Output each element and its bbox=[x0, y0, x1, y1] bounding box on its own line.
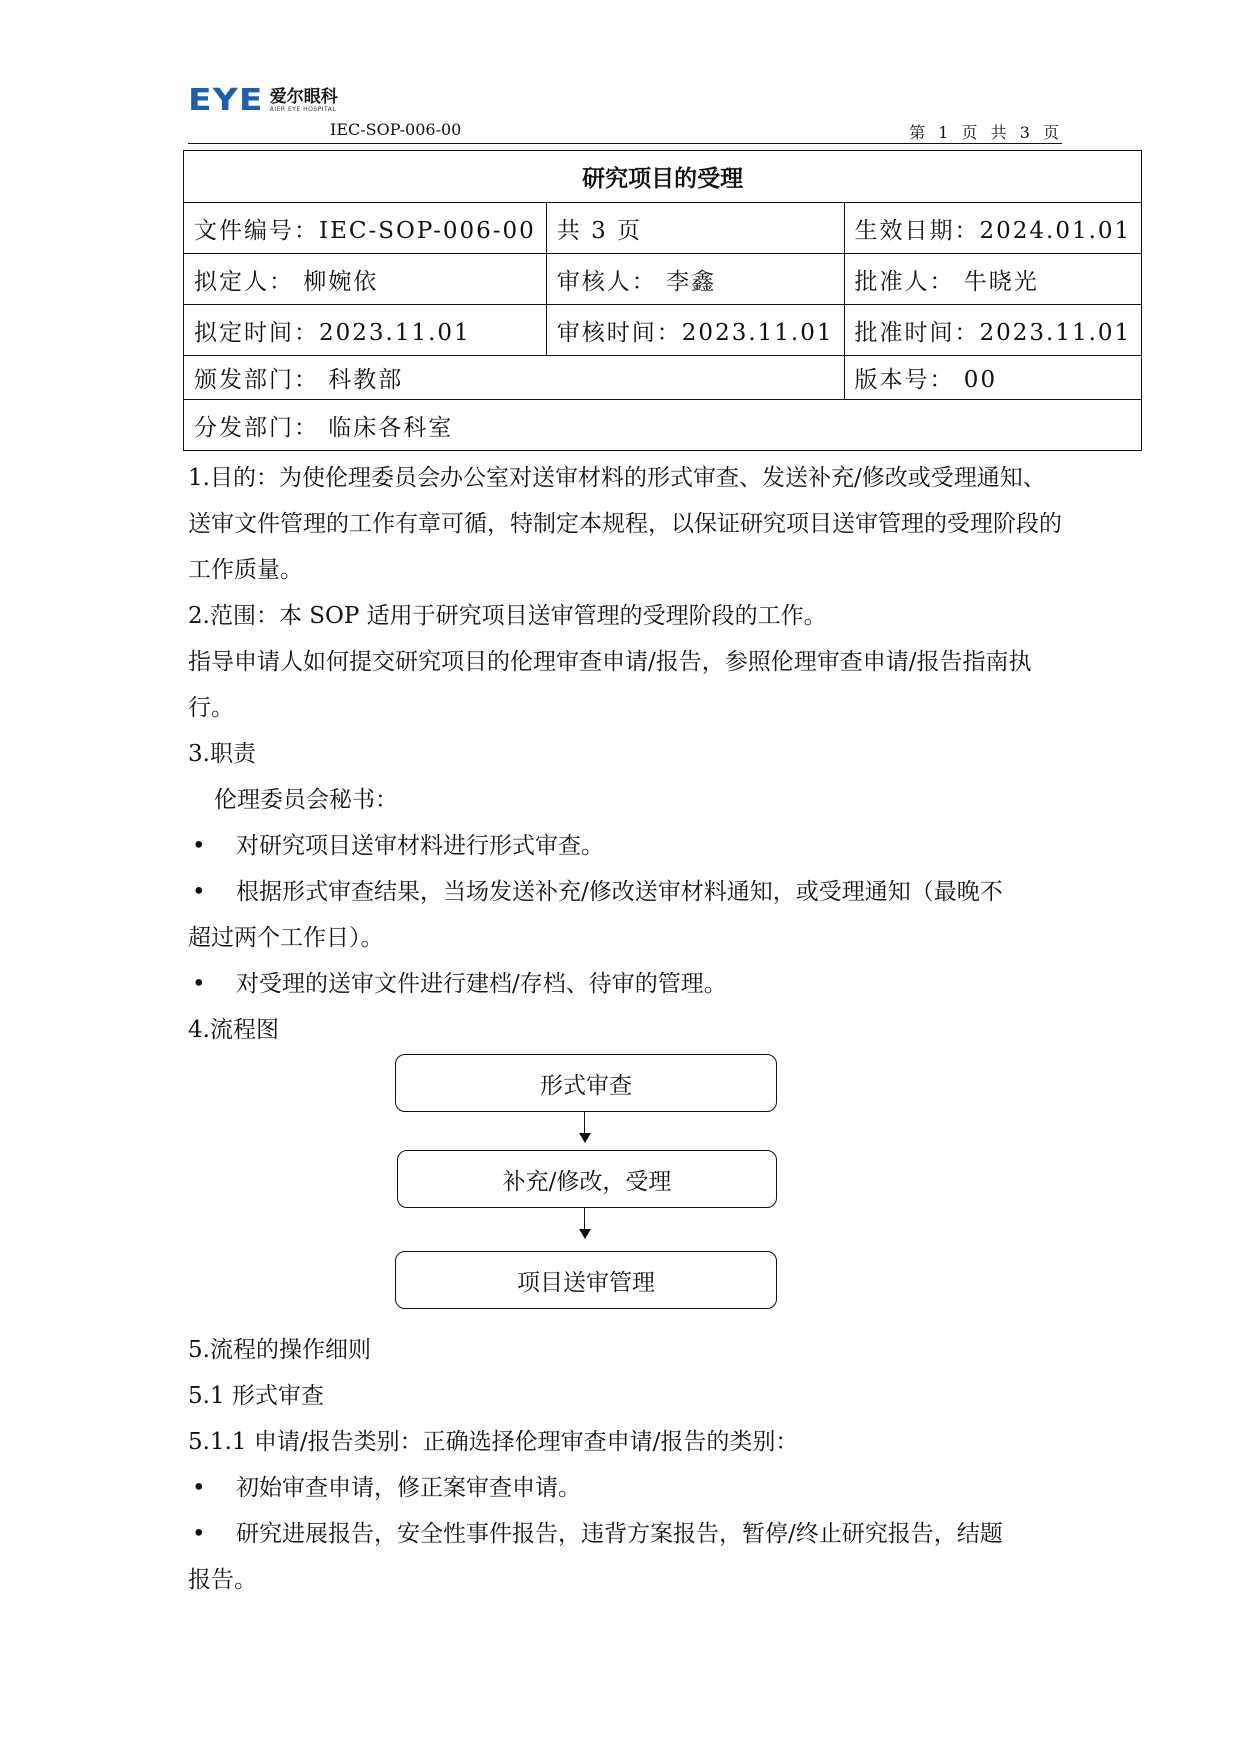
flow-step-project-management: 项目送审管理 bbox=[395, 1251, 777, 1309]
version-cell: 版本号： 00 bbox=[844, 356, 1142, 400]
flow-arrow-head bbox=[579, 1133, 591, 1143]
logo-english-name: AIER EYE HOSPITAL bbox=[269, 106, 337, 113]
bullet-marker: • bbox=[192, 833, 206, 859]
list-item-text: 研究进展报告，安全性事件报告，违背方案报告，暂停/终止研究报告，结题 bbox=[236, 1521, 1003, 1547]
review-time-cell: 审核时间：2023.11.01 bbox=[546, 305, 844, 356]
hospital-logo bbox=[188, 83, 338, 118]
list-item-text: 初始审查申请，修正案审查申请。 bbox=[236, 1475, 581, 1501]
distribution-department-cell: 分发部门： 临床各科室 bbox=[184, 400, 1142, 451]
list-item bbox=[188, 961, 1062, 1007]
file-number-cell: 文件编号：IEC-SOP-006-00 bbox=[184, 203, 547, 254]
logo-chinese-name: 爱尔眼科 bbox=[269, 87, 338, 107]
flow-arrow-line bbox=[584, 1207, 585, 1229]
approver-cell: 批准人： 牛晓光 bbox=[844, 254, 1142, 305]
bullet-marker: • bbox=[192, 879, 206, 905]
document-body bbox=[188, 455, 1062, 1053]
formal-review-heading: 5.1 形式审查 bbox=[188, 1383, 324, 1409]
application-category-paragraph: 5.1.1 申请/报告类别：正确选择伦理审查申请/报告的类别： bbox=[188, 1429, 799, 1455]
header-page-info: 第 1 页 共 3 页 bbox=[909, 123, 1063, 142]
logo-mark: EYE bbox=[188, 83, 264, 118]
document-info-table bbox=[183, 150, 1142, 451]
bullet-marker: • bbox=[192, 1521, 206, 1547]
purpose-paragraph: 1.目的：为使伦理委员会办公室对送审材料的形式审查、发送补充/修改或受理通知、送审文件管理的工作有章可循，特制定本规程，以保证研究项目送审管理的受理阶段的工作质量。 bbox=[188, 465, 1062, 583]
flow-step-formal-review: 形式审查 bbox=[395, 1054, 777, 1112]
list-item bbox=[188, 1465, 1062, 1511]
flow-arrow-line bbox=[584, 1111, 585, 1133]
flow-step-supplement-accept: 补充/修改，受理 bbox=[397, 1150, 777, 1208]
list-item-continuation: 报告。 bbox=[188, 1567, 257, 1593]
bullet-marker: • bbox=[192, 1475, 206, 1501]
list-item-continuation: 超过两个工作日）。 bbox=[188, 925, 384, 951]
bullet-marker: • bbox=[192, 971, 206, 997]
effective-date-cell: 生效日期：2024.01.01 bbox=[844, 203, 1142, 254]
header-divider bbox=[188, 143, 1062, 144]
list-item-text: 对研究项目送审材料进行形式审查。 bbox=[236, 833, 604, 859]
page-count-cell: 共 3 页 bbox=[546, 203, 844, 254]
issuing-department-cell: 颁发部门： 科教部 bbox=[184, 356, 845, 400]
reviewer-cell: 审核人： 李鑫 bbox=[546, 254, 844, 305]
procedure-heading: 5.流程的操作细则 bbox=[188, 1337, 371, 1363]
logo-text bbox=[270, 88, 338, 114]
guidance-paragraph: 指导申请人如何提交研究项目的伦理审查申请/报告，参照伦理审查申请/报告指南执行。 bbox=[188, 649, 1032, 721]
list-item-text: 根据形式审查结果，当场发送补充/修改送审材料通知，或受理通知（最晚不 bbox=[236, 879, 1003, 905]
role-label: 伦理委员会秘书： bbox=[214, 787, 398, 813]
scope-paragraph: 2.范围：本 SOP 适用于研究项目送审管理的受理阶段的工作。 bbox=[188, 603, 827, 629]
list-item bbox=[188, 823, 1062, 869]
flow-arrow-head bbox=[579, 1229, 591, 1239]
header-doc-code: IEC-SOP-006-00 bbox=[330, 120, 462, 139]
document-title: 研究项目的受理 bbox=[184, 151, 1142, 203]
responsibilities-heading: 3.职责 bbox=[188, 741, 256, 767]
draft-time-cell: 拟定时间：2023.11.01 bbox=[184, 305, 547, 356]
drafter-cell: 拟定人： 柳婉依 bbox=[184, 254, 547, 305]
list-item bbox=[188, 1511, 1062, 1557]
approve-time-cell: 批准时间：2023.11.01 bbox=[844, 305, 1142, 356]
list-item-text: 对受理的送审文件进行建档/存档、待审的管理。 bbox=[236, 971, 727, 997]
flowchart-heading: 4.流程图 bbox=[188, 1017, 279, 1043]
list-item bbox=[188, 869, 1062, 915]
document-body-continued bbox=[188, 1327, 1062, 1603]
